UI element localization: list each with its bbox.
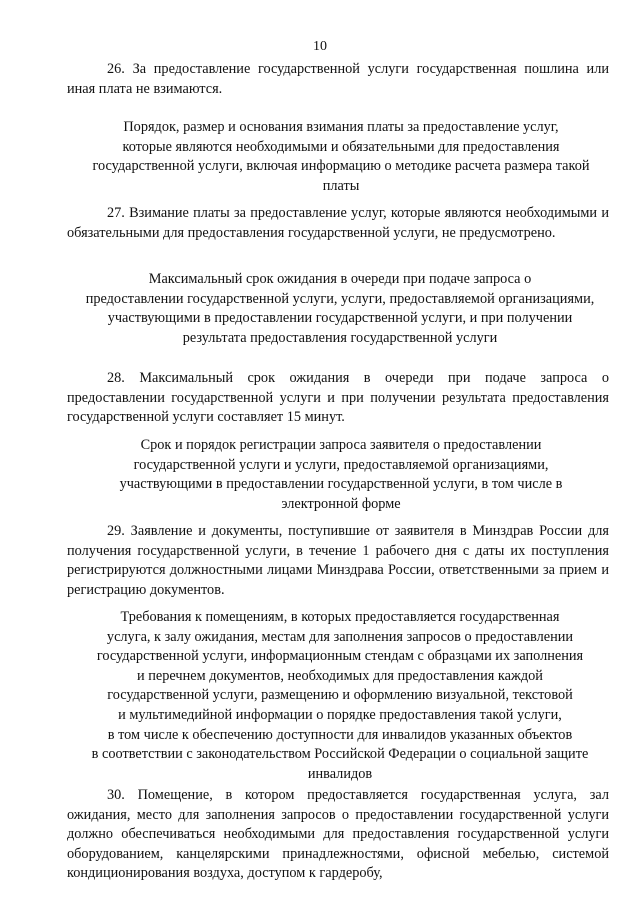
heading-payment: Порядок, размер и основания взимания платы за предоставление услуг, которые являются необходимыми и обязательными для предоставления государственной услуги, включая информацию о методике расчета размера такой платы	[92, 119, 590, 194]
paragraph-30: 30. Помещение, в котором предоставляется государственная услуга, зал ожидания, место для заполнения запросов о предоставлении государственной услуги должно обеспечиваться необходимыми для предоставления государственной услуги оборудованием, канцелярскими принадлежностями, офисной мебелью, системой кондиционирования воздуха, доступом к гардеробу,	[67, 787, 609, 882]
heading-registration: Срок и порядок регистрации запроса заявителя о предоставлении государственной услуги и услуги, предоставляемой организациями, участвующими в предоставлении государственной услуги, в том числе в электронной форме	[119, 437, 563, 512]
page-number: 10	[313, 39, 327, 54]
paragraph-29: 29. Заявление и документы, поступившие от заявителя в Минздрав России для получения государственной услуги, в течение 1 рабочего дня с даты их поступления регистрируются должностными лицами Минздрава России, ответственными за прием и регистрацию документов.	[67, 523, 609, 598]
paragraph-28: 28. Максимальный срок ожидания в очереди при подаче запроса о предоставлении государственной услуги и при получении результата предоставления государственной услуги составляет 15 минут.	[67, 370, 609, 426]
paragraph-27: 27. Взимание платы за предоставление услуг, которые являются необходимыми и обязательными для предоставления государственной услуги, не предусмотрено.	[67, 205, 609, 241]
paragraph-26: 26. За предоставление государственной услуги государственная пошлина или иная плата не взимаются.	[67, 61, 609, 97]
heading-premises-requirements: Требования к помещениям, в которых предоставляется государственная услуга, к залу ожидания, местам для заполнения запросов о предоставлении государственной услуги, информационным стендам с образцами их заполнения и перечнем документов, необходимых для предоставления каждой государственной услуги, размещению и оформлению визуальной, текстовой и мультимедийной информации о порядке предоставления такой услуги, в том числе к обеспечению доступности для инвалидов указанных объектов в соответствии с законодательством Российской Федерации о социальной защите инвалидов	[91, 609, 589, 782]
heading-waiting-time: Максимальный срок ожидания в очереди при подаче запроса о предоставлении государственной услуги, услуги, предоставляемой организациями, участвующими в предоставлении государственной услуги, и при получении результата предоставления государственной услуги	[85, 271, 595, 346]
